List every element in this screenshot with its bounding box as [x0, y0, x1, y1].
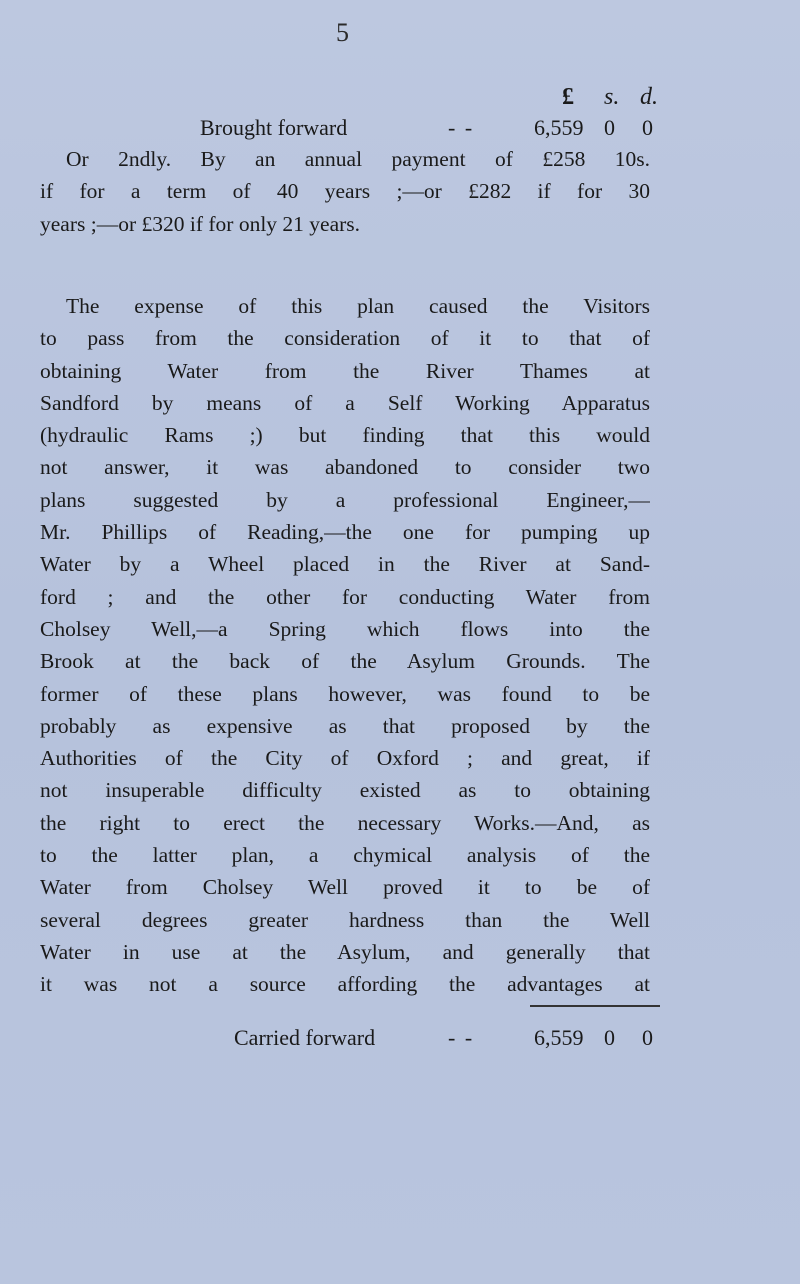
- text-line: (hydraulic Rams ;) but finding that this would: [40, 423, 650, 448]
- text-line: years ;—or £320 if for only 21 years.: [40, 211, 361, 236]
- brought-forward-pence: 0: [642, 115, 653, 140]
- text-line: Cholsey Well,—a Spring which flows into the: [40, 616, 650, 641]
- carried-forward-pounds: 6,559: [534, 1025, 584, 1050]
- text-line: The expense of this plan caused the Visitors: [66, 294, 650, 318]
- carried-forward-label: Carried forward: [234, 1025, 376, 1050]
- currency-column-header: [548, 84, 658, 114]
- text-line: probably as expensive as that proposed by the: [40, 713, 650, 738]
- paragraph-annual-payment: [40, 143, 650, 240]
- text-line: plans suggested by a professional Engineer,—: [40, 487, 650, 512]
- text-line: ford ; and the other for conducting Water from: [40, 584, 650, 609]
- text-line: Water in use at the Asylum, and generally that: [40, 939, 650, 964]
- text-line: not answer, it was abandoned to consider two: [40, 455, 650, 480]
- carried-forward-leader: - -: [448, 1025, 475, 1050]
- text-line: Authorities of the City of Oxford ; and great, if: [40, 746, 650, 771]
- shillings-column-label: s.: [604, 84, 620, 110]
- text-line: if for a term of 40 years ;—or £282 if for 30: [40, 179, 650, 204]
- page-number: 5: [336, 18, 349, 47]
- text-line: several degrees greater hardness than the Well: [40, 907, 650, 932]
- text-line: Water by a Wheel placed in the River at Sand-: [40, 552, 650, 577]
- text-line: former of these plans however, was found to be: [40, 681, 650, 706]
- brought-forward-pounds: 6,559: [534, 115, 584, 140]
- text-line: Or 2ndly. By an annual payment of £258 10s.: [66, 147, 650, 171]
- carried-forward-shillings: 0: [604, 1025, 615, 1050]
- text-line: it was not a source affording the advantages at: [40, 972, 650, 997]
- pounds-column-label: £: [562, 84, 574, 110]
- text-line: Mr. Phillips of Reading,—the one for pumping up: [40, 520, 650, 545]
- text-line: to pass from the consideration of it to that of: [40, 326, 650, 351]
- text-line: not insuperable difficulty existed as to obtaining: [40, 778, 650, 803]
- text-line: Brook at the back of the Asylum Grounds. The: [40, 649, 650, 674]
- text-line: the right to erect the necessary Works.—And, as: [40, 810, 650, 835]
- carried-forward-line: [0, 1025, 800, 1057]
- total-rule: [530, 1005, 660, 1007]
- carried-forward-pence: 0: [642, 1025, 653, 1050]
- text-line: Sandford by means of a Self Working Apparatus: [40, 390, 650, 415]
- text-line: obtaining Water from the River Thames at: [40, 358, 650, 383]
- pence-column-label: d.: [640, 84, 658, 110]
- brought-forward-leader: - -: [448, 115, 475, 140]
- paragraph-water-plans: [40, 290, 650, 1001]
- brought-forward-label: Brought forward: [200, 115, 348, 140]
- text-line: Water from Cholsey Well proved it to be of: [40, 875, 650, 900]
- text-line: to the latter plan, a chymical analysis of the: [40, 843, 650, 868]
- brought-forward-shillings: 0: [604, 115, 615, 140]
